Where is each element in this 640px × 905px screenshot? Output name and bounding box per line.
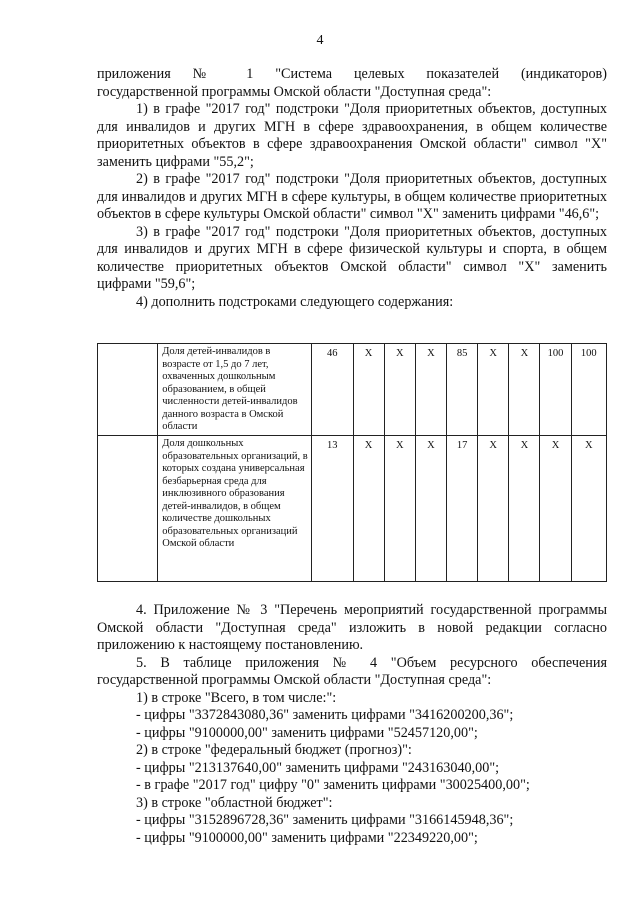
indicator-table	[97, 343, 607, 582]
item-2: 2) в графе "2017 год" подстроки "Доля приоритетных объектов, доступных для инвалидов и других МГН в сфере культуры, в общем количестве приоритетных объектов в сфере культуры Омской области" символ "Х" заменить цифрами "46,6";	[97, 171, 607, 222]
table-cell: Х	[509, 344, 540, 436]
table-cell-empty	[98, 436, 158, 582]
row-description: Доля детей-инвалидов в возрасте от 1,5 до 7 лет, охваченных дошкольным образованием, в общей численности детей-инвалидов данного возраста в Омской области	[158, 344, 312, 436]
table-cell: Х	[384, 344, 415, 436]
amendment-text	[97, 66, 607, 311]
table-row	[98, 436, 607, 582]
table-cell: 100	[571, 344, 606, 436]
amendment-text-lower	[97, 602, 607, 847]
table-cell-empty	[98, 344, 158, 436]
item-3: 3) в графе "2017 год" подстроки "Доля приоритетных объектов, доступных для инвалидов и других МГН в сфере физической культуры и спорта, в общем количестве приоритетных объектов Омской области" символ "Х" заменить цифрами "59,6";	[97, 223, 607, 292]
paragraph-4: 4. Приложение № 3 "Перечень мероприятий государственной программы Омской области "Доступная среда" изложить в новой редакции согласно приложению к настоящему постановлению.	[97, 602, 607, 653]
table-cell: Х	[540, 436, 571, 582]
sub-item: - цифры "3152896728,36" заменить цифрами "3166145948,36";	[136, 812, 514, 828]
page-number: 4	[316, 33, 324, 48]
intro-line-1: приложения № 1 "Система целевых показателей (индикаторов)	[97, 66, 607, 82]
row-description: Доля дошкольных образовательных организаций, в которых создана универсальная безбарьерная среда для инклюзивного образования детей-инвалидов, в общем количестве дошкольных образовательных организаций Омской области	[158, 436, 312, 582]
intro-line-2: государственной программы Омской области "Доступная среда":	[97, 83, 492, 100]
paragraph-5: 5. В таблице приложения № 4 "Объем ресурсного обеспечения государственной программы Омской области "Доступная среда":	[97, 654, 607, 688]
table-cell: 17	[446, 436, 477, 582]
item-4: 4) дополнить подстроками следующего содержания:	[136, 293, 454, 310]
sub-item: 2) в строке "федеральный бюджет (прогноз)":	[136, 742, 412, 758]
table-cell: Х	[509, 436, 540, 582]
item-1: 1) в графе "2017 год" подстроки "Доля приоритетных объектов, доступных для инвалидов и других МГН в сфере здравоохранения, в общем количестве приоритетных объектов в сфере здравоохранения Омской области" символ "Х" заменить цифрами "55,2";	[97, 101, 607, 170]
table-cell: Х	[353, 344, 384, 436]
sub-item: 1) в строке "Всего, в том числе:":	[136, 689, 337, 706]
table-cell: Х	[353, 436, 384, 582]
table-cell: 46	[311, 344, 353, 436]
table-cell: Х	[571, 436, 606, 582]
table-cell: Х	[478, 344, 509, 436]
table-cell: Х	[415, 436, 446, 582]
sub-item: - цифры "3372843080,36" заменить цифрами "3416200200,36";	[136, 707, 514, 723]
sub-item: 3) в строке "областной бюджет":	[136, 794, 333, 811]
sub-item: - цифры "213137640,00" заменить цифрами "243163040,00";	[136, 759, 500, 776]
table-cell: 13	[311, 436, 353, 582]
sub-item: - в графе "2017 год" цифру "0" заменить цифрами "30025400,00";	[136, 777, 530, 793]
table-cell: Х	[415, 344, 446, 436]
sub-item: - цифры "9100000,00" заменить цифрами "52457120,00";	[136, 724, 478, 741]
table-cell: 100	[540, 344, 571, 436]
table-cell: Х	[478, 436, 509, 582]
sub-item: - цифры "9100000,00" заменить цифрами "22349220,00";	[136, 829, 478, 846]
table-row	[98, 344, 607, 436]
table-cell: Х	[384, 436, 415, 582]
table-cell: 85	[446, 344, 477, 436]
